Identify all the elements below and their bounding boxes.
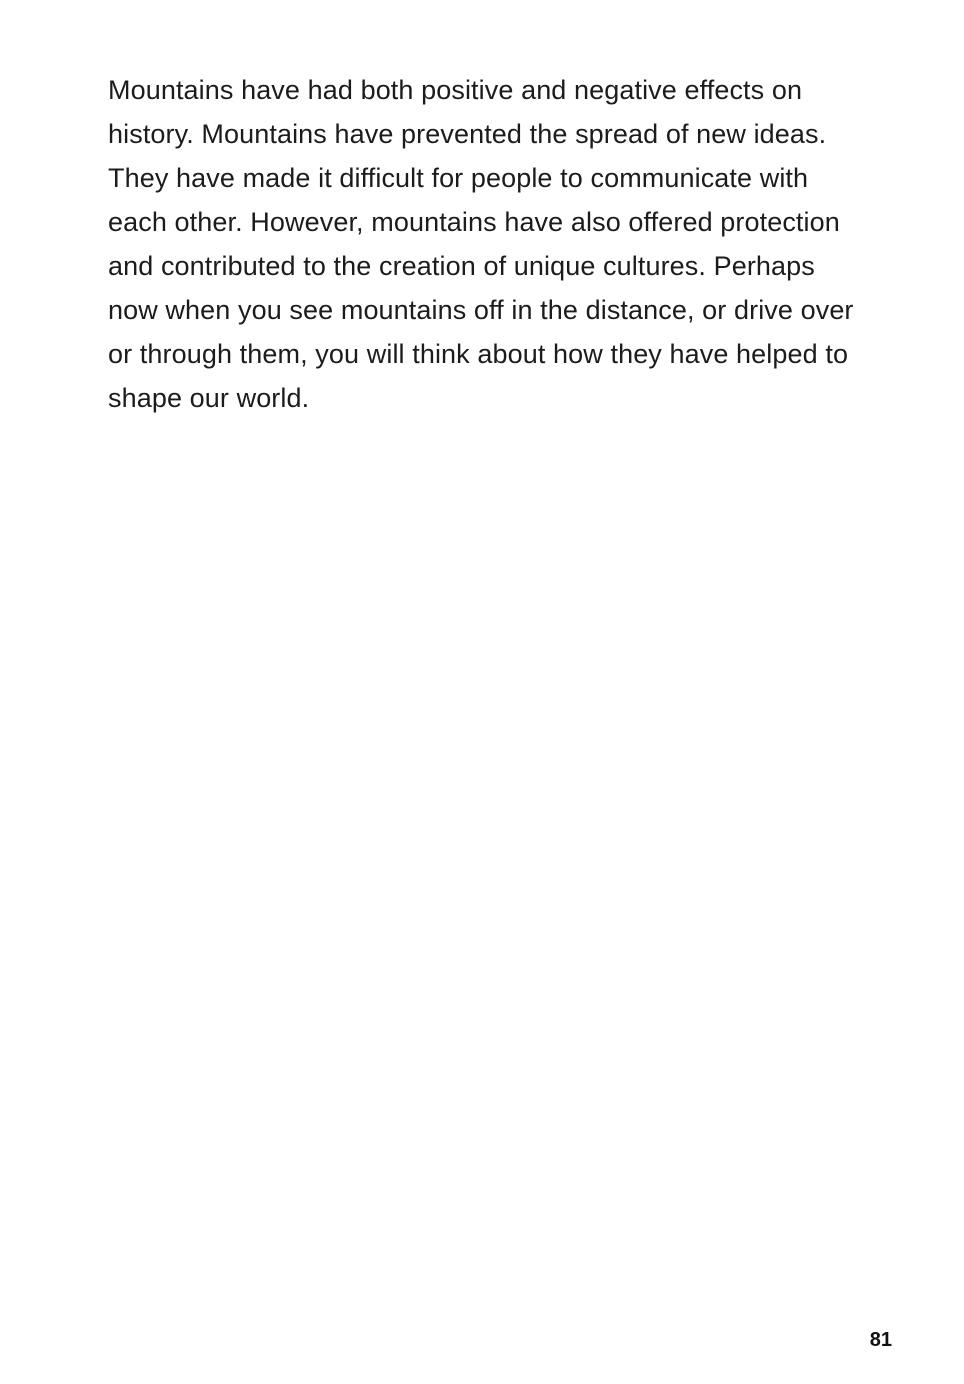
paragraph-line: shape our world. xyxy=(108,383,310,413)
paragraph-line: or through them, you will think about how they have helped to xyxy=(108,339,849,369)
paragraph-line: Mountains have had both positive and negative effects on xyxy=(108,75,803,105)
paragraph-line: now when you see mountains off in the distance, or drive over xyxy=(108,295,854,325)
paragraph-line: and contributed to the creation of unique cultures. Perhaps xyxy=(108,251,815,281)
paragraph-line: They have made it difficult for people to communicate with xyxy=(108,163,809,193)
paragraph xyxy=(108,68,874,420)
paragraph-line: history. Mountains have prevented the spread of new ideas. xyxy=(108,119,827,149)
page-number: 81 xyxy=(869,1329,892,1351)
paragraph-line: each other. However, mountains have also offered protection xyxy=(108,207,840,237)
